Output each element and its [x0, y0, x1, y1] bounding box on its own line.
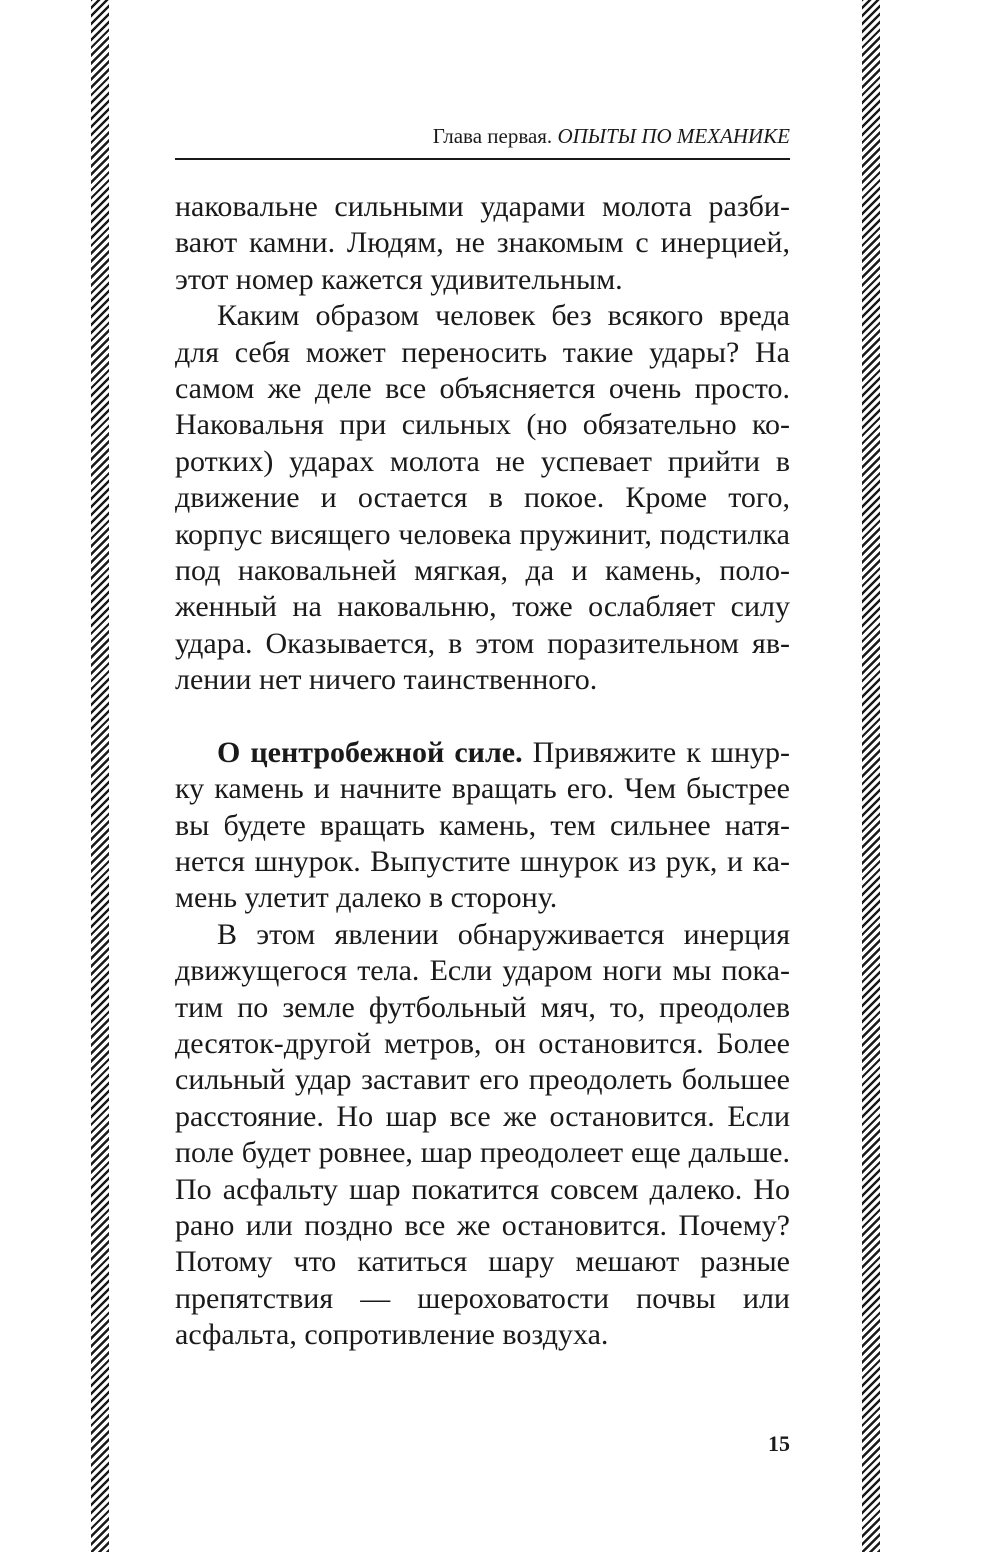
paragraph-2: Каким образом человек без всякого вреда для себя может переносить такие удары? На самом же деле все объясняется очень просто. Наковальня при сильных (но обязательно коротких) ударах молота не успевает прийти в движение и остается в покое. Кроме того, корпус висящего человека пружинит, подстилка под наковальней мягкая, да и камень, положенный на наковальню, тоже ослабляет силу удара. Оказывается, в этом поразительном явлении нет ничего таинственного.	[175, 299, 790, 697]
chapter-title: ОПЫТЫ ПО МЕХАНИКЕ	[557, 124, 790, 148]
chapter-label: Глава первая.	[432, 124, 553, 148]
header-rule	[175, 158, 790, 160]
decorative-border-left	[91, 0, 109, 1552]
decorative-border-right	[862, 0, 880, 1552]
paragraph-3	[175, 735, 790, 917]
running-head	[175, 118, 790, 154]
paragraph-3-text: Привяжите к шнурку камень и начните вращать его. Чем быстрее вы будете вращать камень, тем сильнее натянется шнурок. Выпустите шнурок из рук, и камень улетит далеко в сторону.	[175, 735, 790, 915]
section-heading: О центробежной силе.	[217, 735, 523, 769]
body-text	[175, 189, 790, 1354]
paragraph-4: В этом явлении обнаруживается инерция движущегося тела. Если ударом ноги мы покатим по земле футбольный мяч, то, преодолев десяток-другой метров, он остановится. Более сильный удар заставит его преодолеть большее расстояние. Но шар все же остановится. Если поле будет ровнее, шар преодолеет еще дальше. По асфальту шар покатится совсем далеко. Но рано или поздно все же остановится. Почему? Потому что катиться шару мешают разные препятствия — шероховатости почвы или асфальта, сопротивление воздуха.	[175, 917, 790, 1352]
paragraph-1: наковальне сильными ударами молота разбивают камни. Людям, не знакомым с инерцией, этот номер кажется удивительным.	[175, 190, 790, 296]
page-number: 15	[768, 1431, 790, 1456]
